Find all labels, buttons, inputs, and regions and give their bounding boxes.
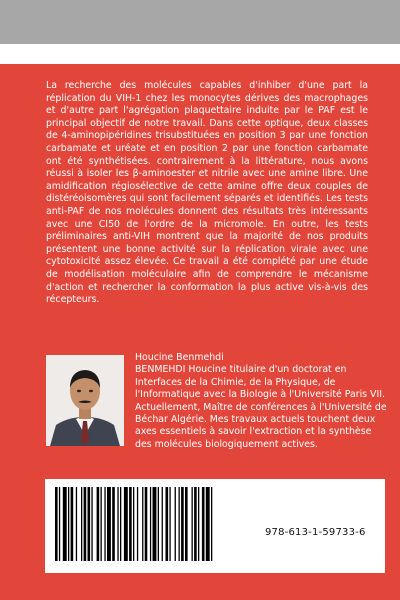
barcode-bar (175, 487, 176, 561)
barcode-bar (129, 487, 132, 561)
barcode-bar (198, 487, 199, 561)
barcode-bar (192, 487, 193, 561)
barcode-bar (162, 487, 163, 561)
barcode-bar (120, 487, 121, 561)
barcode-bar (88, 487, 91, 561)
barcode-bar (142, 487, 143, 561)
top-white-band (0, 44, 400, 64)
barcode-bar (166, 487, 169, 561)
barcode-bar (59, 487, 60, 561)
barcode-bar (202, 487, 205, 561)
abstract-text: La recherche des molécules capables d'inhiber d'une part la réplication du VIH-1 chez les monocytes dérives des macrophages et d'autre part l'agrégation plaquettaire induite par le PAF est le principal objectif de notre travail. Dans cette optique, deux classes de 4-aminopipéridines trisubstituées en position 3 par une fonction carbamate et uréate et en position 2 par une fonction carbamate ont été synthétisées. contrairement à la littérature, nous avons réussi à isoler les β-aminoester et nitrile avec une amine libre. Une amidification régiosélective de cette amine offre deux couples de distéréoisomères qui sont facilement séparés et identifiés. Les tests anti-PAF de nos molécules donnent des résultats très intéressants avec une CI50 de l'ordre de la micromole. En outre, les tests préliminaires anti-VIH montrent que la majorité de nos produits présentent une bonne activité sur la réplication virale avec une cytotoxicité assez élevée. Ce travail a été complété par une étude de modélisation moléculaire afin de comprendre le mécanisme d'action et rechercher la conformation la plus active vis-à-vis des récepteurs. (46, 80, 368, 306)
author-portrait-icon (46, 355, 124, 446)
barcode-bar (133, 487, 134, 561)
barcode-bar (145, 487, 148, 561)
author-photo (46, 355, 124, 446)
barcode-bar (104, 487, 105, 561)
barcode-bar (81, 487, 82, 561)
barcode-bar (137, 487, 138, 561)
top-gray-band (0, 0, 400, 44)
barcode-bar (101, 487, 102, 561)
barcode-bar (158, 487, 159, 561)
barcode-bar (76, 487, 77, 561)
barcode-bar (169, 487, 170, 561)
barcode-bar (71, 487, 74, 561)
barcode-bar (107, 487, 111, 561)
barcode-bar (181, 487, 184, 561)
barcode-bar (185, 487, 188, 561)
barcode-box (45, 479, 385, 573)
barcode-bar (124, 487, 128, 561)
author-name: Houcine Benmehdi (135, 352, 224, 363)
barcode-bar (55, 487, 58, 561)
barcode-bar (112, 487, 115, 561)
barcode-bar (211, 487, 212, 561)
barcode-bar (153, 487, 157, 561)
barcode-bar (63, 487, 67, 561)
barcode-bar (150, 487, 151, 561)
barcode-bar (206, 487, 210, 561)
isbn-number: 978-613-1-59733-6 (265, 527, 366, 538)
barcode-bar (117, 487, 118, 561)
barcode-bar (179, 487, 180, 561)
barcode-bar (97, 487, 100, 561)
barcode-bar (84, 487, 87, 561)
barcode-bar (194, 487, 197, 561)
author-bio: BENMEHDI Houcine titulaire d'un doctorat en Interfaces de la Chimie, de la Physique, de l'Informatique avec la Biologie à l'Université Paris VII. Actuellement, Maître de conférences à l'Université de Béchar Algérie. Mes travaux actuels touchent deux axes essentiels à savoir l'extraction et la synthèse des molécules biologiquement actives. (135, 364, 387, 450)
author-block (135, 352, 387, 451)
barcode-icon (55, 487, 260, 561)
barcode-bar (68, 487, 69, 561)
barcode-bar (91, 487, 92, 561)
